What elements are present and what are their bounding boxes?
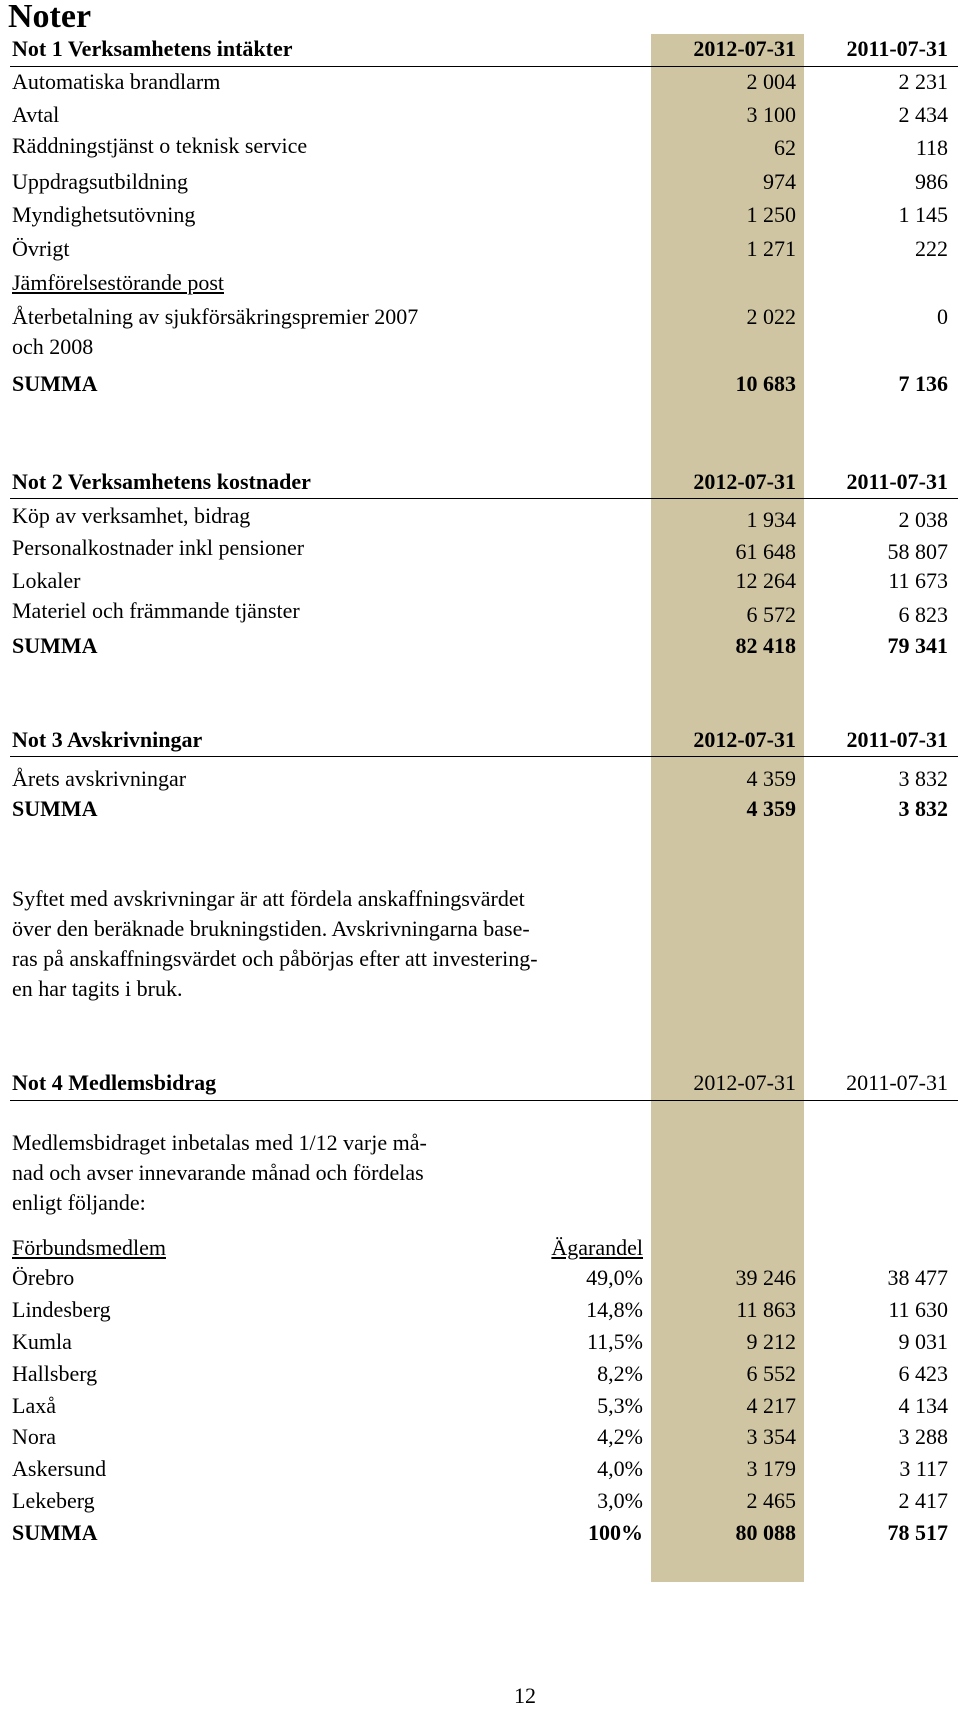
comparison-heading-row xyxy=(0,270,960,300)
not3-col1-header: 2012-07-31 xyxy=(693,727,796,752)
not2-col2-header: 2011-07-31 xyxy=(846,469,948,494)
row-value-2011: 4 134 xyxy=(898,1393,948,1418)
not4-text-line1: Medlemsbidraget inbetalas med 1/12 varje må- xyxy=(12,1130,427,1155)
row-label: Uppdragsutbildning xyxy=(12,169,188,194)
table-row xyxy=(0,69,960,99)
row-value-2012: 62 xyxy=(774,135,796,160)
not2-heading: Not 2 Verksamhetens kostnader xyxy=(12,469,311,494)
table-row xyxy=(0,1488,960,1518)
row-value-2012: 6 552 xyxy=(746,1361,796,1386)
sum-value-2012: 82 418 xyxy=(735,633,796,658)
share-header: Ägarandel xyxy=(551,1235,643,1260)
sum-value-2012: 4 359 xyxy=(746,796,796,821)
not3-col2-header: 2011-07-31 xyxy=(846,727,948,752)
table-row xyxy=(0,102,960,132)
row-value-2012: 9 212 xyxy=(746,1329,796,1354)
row-value-2011: 9 031 xyxy=(898,1329,948,1354)
sum-value-2011: 7 136 xyxy=(898,371,948,396)
row-label: Avtal xyxy=(12,102,60,127)
not4-heading: Not 4 Medlemsbidrag xyxy=(12,1070,217,1095)
row-share: 8,2% xyxy=(597,1361,643,1386)
row-value-2011: 2 417 xyxy=(898,1488,948,1513)
row-value-2012: 4 217 xyxy=(746,1393,796,1418)
sum-label: SUMMA xyxy=(12,633,98,658)
not4-sum-row xyxy=(0,1520,960,1550)
not3-sum-row xyxy=(0,796,960,826)
row-label: Räddningstjänst o teknisk service xyxy=(12,133,308,158)
row-share: 11,5% xyxy=(586,1329,643,1354)
sum-label: SUMMA xyxy=(12,1520,98,1545)
row-value-2012: 12 264 xyxy=(735,568,796,593)
row-value-2011: 3 117 xyxy=(899,1456,948,1481)
not1-header-rule xyxy=(10,66,958,67)
not1-col2-header: 2011-07-31 xyxy=(846,36,948,61)
not2-header xyxy=(0,469,960,499)
not2-col1-header: 2012-07-31 xyxy=(693,469,796,494)
not3-heading: Not 3 Avskrivningar xyxy=(12,727,203,752)
table-row xyxy=(0,1265,960,1295)
row-value-2011: 6 423 xyxy=(898,1361,948,1386)
row-label: Årets avskrivningar xyxy=(12,766,187,791)
not3-text-line1: Syftet med avskrivningar är att fördela anskaffningsvärdet xyxy=(12,886,525,911)
table-row xyxy=(0,202,960,232)
sum-value-2011: 3 832 xyxy=(898,796,948,821)
row-label: Personalkostnader inkl pensioner xyxy=(12,535,305,560)
row-value-2011: 2 038 xyxy=(898,507,948,532)
row-label: Laxå xyxy=(12,1393,56,1418)
row-label: Myndighetsutövning xyxy=(12,202,196,227)
row-value-2012: 3 354 xyxy=(746,1424,796,1449)
not1-sum-row xyxy=(0,371,960,401)
table-row xyxy=(0,236,960,266)
row-value-2012: 2 004 xyxy=(746,69,796,94)
row-value-2012: 11 863 xyxy=(736,1297,796,1322)
table-row xyxy=(0,1456,960,1486)
row-value-2012: 974 xyxy=(763,169,796,194)
table-row xyxy=(0,598,960,628)
member-header-row xyxy=(0,1235,960,1265)
member-header: Förbundsmedlem xyxy=(12,1235,166,1260)
not3-text-line4: en har tagits i bruk. xyxy=(12,976,183,1001)
table-row xyxy=(0,1393,960,1423)
sum-value-2011: 79 341 xyxy=(887,633,948,658)
row-value-2011: 1 145 xyxy=(898,202,948,227)
sum-label: SUMMA xyxy=(12,371,98,396)
page-number: 12 xyxy=(514,1683,536,1708)
row-value-2011: 2 434 xyxy=(898,102,948,127)
row-label: Automatiska brandlarm xyxy=(12,69,221,94)
row-label: Hallsberg xyxy=(12,1361,98,1386)
row-label: Kumla xyxy=(12,1329,72,1354)
row-value-2012: 61 648 xyxy=(735,539,796,564)
row-value-2012: 4 359 xyxy=(746,766,796,791)
row-value-2012: 1 271 xyxy=(746,236,796,261)
row-value-2011: 3 832 xyxy=(898,766,948,791)
row-value-2012: 6 572 xyxy=(746,602,796,627)
comparison-heading: Jämförelsestörande post xyxy=(12,270,224,295)
row-label: Lindesberg xyxy=(12,1297,111,1322)
sum-value-2011: 78 517 xyxy=(887,1520,948,1545)
row-value-2011: 222 xyxy=(915,236,948,261)
not4-header-rule xyxy=(10,1100,958,1101)
row-value-2012: 3 179 xyxy=(746,1456,796,1481)
row-share: 3,0% xyxy=(597,1488,643,1513)
row-share: 49,0% xyxy=(586,1265,643,1290)
not4-text-line3: enligt följande: xyxy=(12,1190,146,1215)
row-label: Lekeberg xyxy=(12,1488,95,1513)
not4-text-line2: nad och avser innevarande månad och fördelas xyxy=(12,1160,424,1185)
row-share: 14,8% xyxy=(586,1297,643,1322)
row-value-2011: 986 xyxy=(915,169,948,194)
row-label: Övrigt xyxy=(12,236,70,261)
sum-value-2012: 80 088 xyxy=(735,1520,796,1545)
comparison-values xyxy=(0,304,960,334)
row-value-2011: 6 823 xyxy=(898,602,948,627)
row-share: 5,3% xyxy=(597,1393,643,1418)
not3-text-line2: över den beräknade brukningstiden. Avskrivningarna base- xyxy=(12,916,530,941)
row-value-2012: 1 934 xyxy=(746,507,796,532)
comparison-label-line1: Återbetalning av sjukförsäkringspremier 2007 xyxy=(12,304,419,329)
table-row xyxy=(0,1361,960,1391)
row-value-2011: 118 xyxy=(915,135,948,160)
table-row xyxy=(0,1329,960,1359)
not3-header xyxy=(0,727,960,757)
row-value-2011: 2 231 xyxy=(898,69,948,94)
row-value-2012: 2 465 xyxy=(746,1488,796,1513)
table-row xyxy=(0,503,960,533)
not1-heading: Not 1 Verksamhetens intäkter xyxy=(12,36,293,61)
table-row xyxy=(0,1297,960,1327)
row-value-2011: 58 807 xyxy=(887,539,948,564)
comparison-label-line2: och 2008 xyxy=(12,334,94,359)
sum-share: 100% xyxy=(588,1520,643,1545)
table-row xyxy=(0,1424,960,1454)
sum-value-2012: 10 683 xyxy=(735,371,796,396)
row-share: 4,2% xyxy=(597,1424,643,1449)
row-label: Nora xyxy=(12,1424,56,1449)
sum-label: SUMMA xyxy=(12,796,98,821)
not1-header xyxy=(0,36,960,66)
table-row xyxy=(0,766,960,796)
comparison-value-2012: 2 022 xyxy=(746,304,796,329)
row-value-2011: 38 477 xyxy=(887,1265,948,1290)
table-row xyxy=(0,568,960,598)
not4-col1-header: 2012-07-31 xyxy=(693,1070,796,1095)
row-value-2011: 11 673 xyxy=(888,568,948,593)
row-value-2012: 3 100 xyxy=(746,102,796,127)
row-label: Lokaler xyxy=(12,568,81,593)
not3-text-line3: ras på anskaffningsvärdet och påbörjas efter att investering- xyxy=(12,946,538,971)
not2-sum-row xyxy=(0,633,960,663)
table-row xyxy=(0,169,960,199)
row-label: Materiel och främmande tjänster xyxy=(12,598,300,623)
row-label: Askersund xyxy=(12,1456,107,1481)
not4-col2-header: 2011-07-31 xyxy=(846,1070,948,1095)
comparison-value-2011: 0 xyxy=(937,304,948,329)
not1-col1-header: 2012-07-31 xyxy=(693,36,796,61)
page-title: Noter xyxy=(8,0,92,35)
row-label: Örebro xyxy=(12,1265,75,1290)
row-value-2012: 39 246 xyxy=(735,1265,796,1290)
table-row xyxy=(0,535,960,565)
table-row xyxy=(0,135,960,165)
row-share: 4,0% xyxy=(597,1456,643,1481)
not4-header xyxy=(0,1070,960,1100)
row-value-2011: 3 288 xyxy=(898,1424,948,1449)
row-label: Köp av verksamhet, bidrag xyxy=(12,503,251,528)
not3-header-rule xyxy=(10,756,958,757)
not2-header-rule xyxy=(10,498,958,499)
row-value-2011: 11 630 xyxy=(888,1297,948,1322)
row-value-2012: 1 250 xyxy=(746,202,796,227)
